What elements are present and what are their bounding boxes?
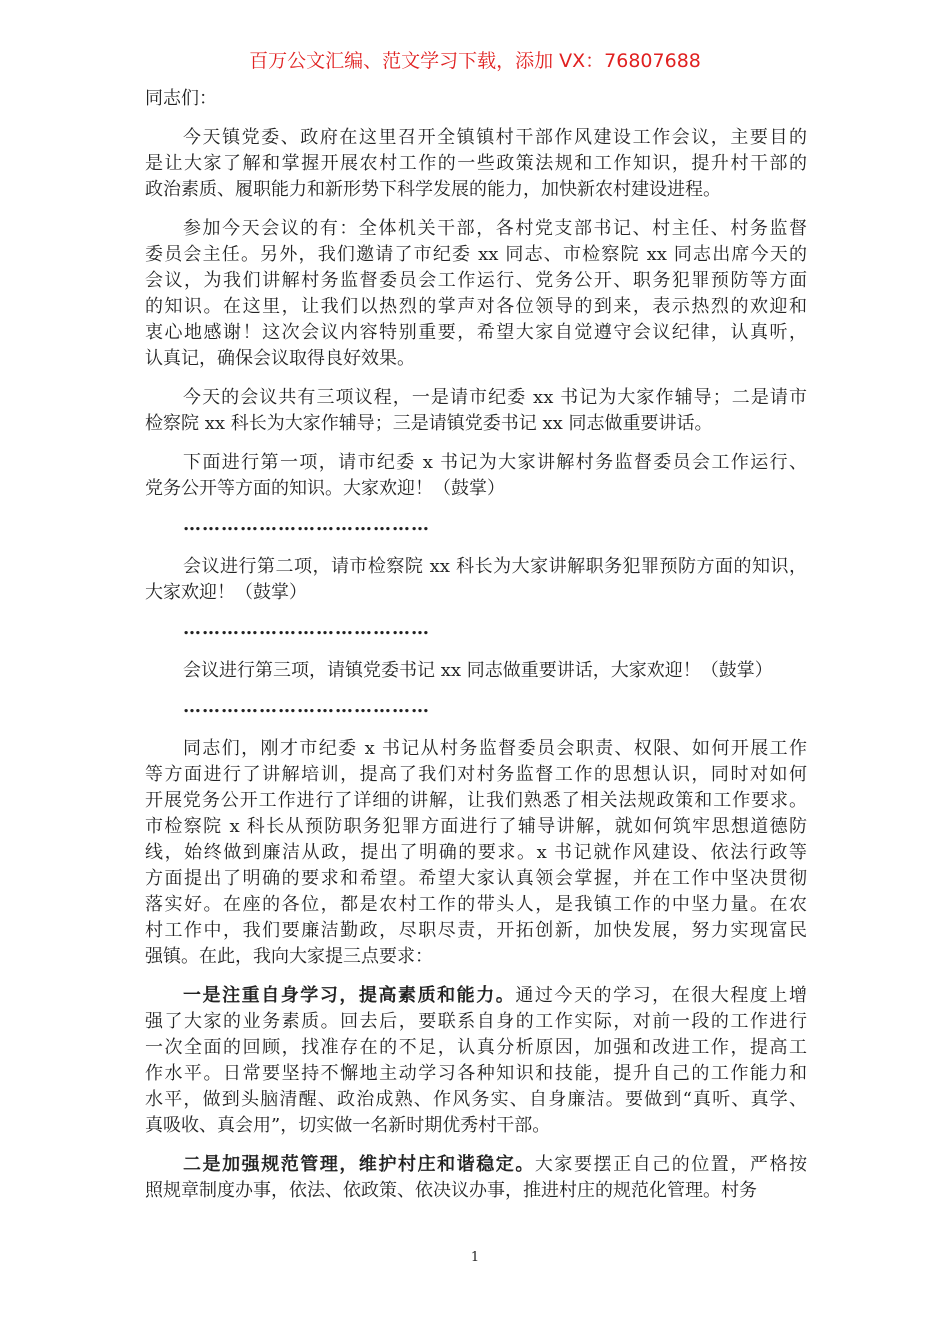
line-text: 今天的会议共有三项议程，一是请市纪委 xx 书记为大家作辅导；二是请市 [183,387,807,408]
line-text: 开展党务公开工作进行了详细的讲解，让我们熟悉了相关法规政策和工作要求。 [145,790,807,811]
text-line [145,580,807,606]
line-text: 是让大家了解和掌握开展农村工作的一些政策法规和工作知识，提升村干部的 [145,153,807,174]
text-line [145,944,807,970]
text-line [145,866,807,892]
text-line [145,1035,807,1061]
line-text: 今天镇党委、政府在这里召开全镇镇村干部作风建设工作会议，主要目的 [183,127,807,148]
line-text: 会议进行第二项，请市检察院 xx 科长为大家讲解职务犯罪预防方面的知识， [183,556,807,577]
text-line [145,1152,807,1178]
line-text: 一次全面的回顾，找准存在的不足，认真分析原因，加强和改进工作，提高工 [145,1037,807,1058]
line-text: 市检察院 x 科长从预防职务犯罪方面进行了辅导讲解，就如何筑牢思想道德防 [145,816,807,837]
text-line [145,216,807,242]
line-text: 等方面进行了讲解培训，提高了我们对村务监督工作的思想认识，同时对如何 [145,764,807,785]
paragraph-heading: 二是加强规范管理，维护村庄和谐稳定。 [183,1154,535,1175]
line-text: 强镇。在此，我向大家提三点要求： [145,946,433,967]
text-line [145,788,807,814]
line-text: 照规章制度办事，依法、依政策、依决议办事，推进村庄的规范化管理。村务 [145,1180,757,1201]
line-text: 检察院 xx 科长为大家作辅导；三是请镇党委书记 xx 同志做重要讲话。 [145,413,713,434]
text-line [145,320,807,346]
text-line [145,294,807,320]
line-text: 认真记，确保会议取得良好效果。 [145,348,415,369]
line-text: 下面进行第一项，请市纪委 x 书记为大家讲解村务监督委员会工作运行、 [183,452,807,473]
line-text: 同志们，刚才市纪委 x 书记从村务监督委员会职责、权限、如何开展工作 [183,738,807,759]
line-text: 大家欢迎！（鼓掌） [145,582,307,603]
text-line [145,762,807,788]
text-line [145,1087,807,1113]
watermark-banner: 百万公文汇编、范文学习下载，添加 VX：76807688 [249,50,701,72]
text-line [145,411,807,437]
text-line [145,892,807,918]
line-text: 通过今天的学习，在很大程度上增 [515,985,807,1006]
paragraph [145,736,807,970]
text-line [145,918,807,944]
paragraph [145,450,807,502]
text-line [145,1113,807,1139]
line-text: 政治素质、履职能力和新形势下科学发展的能力，加快新农村建设进程。 [145,179,721,200]
document-body [145,86,807,1217]
text-line [145,268,807,294]
line-text: 线，始终做到廉洁从政，提出了明确的要求。x 书记就作风建设、依法行政等 [145,842,807,863]
line-text: 真吸收、真会用”，切实做一名新时期优秀村干部。 [145,1115,551,1136]
paragraph [145,385,807,437]
text-line [145,450,807,476]
text-line [145,736,807,762]
text-line [145,1178,807,1204]
ellipsis-separator: ………………………………… [183,514,430,535]
text-line [145,125,807,151]
text-line [145,983,807,1009]
paragraph [145,216,807,372]
line-text: 方面提出了明确的要求和希望。希望大家认真领会掌握，并在工作中坚决贯彻 [145,868,807,889]
line-text: 落实好。在座的各位，都是农村工作的带头人，是我镇工作的中坚力量。在农 [145,894,807,915]
page-number: 1 [470,1250,480,1265]
text-line [145,476,807,502]
line-text: 会议进行第三项，请镇党委书记 xx 同志做重要讲话，大家欢迎！（鼓掌） [183,660,773,681]
line-text: 作水平。日常要坚持不懈地主动学习各种知识和技能，提升自己的工作能力和 [145,1063,807,1084]
line-text: 参加今天会议的有：全体机关干部，各村党支部书记、村主任、村务监督 [183,218,807,239]
text-line [145,242,807,268]
text-line [145,385,807,411]
paragraph [145,658,807,684]
paragraph [145,554,807,606]
text-line [145,151,807,177]
line-text: 衷心地感谢！这次会议内容特别重要，希望大家自觉遵守会议纪律，认真听， [145,322,807,343]
paragraph-heading: 一是注重自身学习，提高素质和能力。 [183,985,516,1006]
text-line [145,1061,807,1087]
line-text: 会议，为我们讲解村务监督委员会工作运行、党务公开、职务犯罪预防等方面 [145,270,807,291]
paragraph [145,983,807,1139]
text-line [145,346,807,372]
line-text: 的知识。在这里，让我们以热烈的掌声对各位领导的到来，表示热烈的欢迎和 [145,296,807,317]
line-text: 村工作中，我们要廉洁勤政，尽职尽责，开拓创新，加快发展，努力实现富民 [145,920,807,941]
text-line [145,658,807,684]
greeting: 同志们： [145,88,217,109]
text-line [145,840,807,866]
text-line [145,177,807,203]
line-text: 党务公开等方面的知识。大家欢迎！（鼓掌） [145,478,505,499]
paragraph [145,125,807,203]
paragraph [145,1152,807,1204]
line-text: 强了大家的业务素质。回去后，要联系自身的工作实际，对前一段的工作进行 [145,1011,807,1032]
text-line [145,1009,807,1035]
ellipsis-separator: ………………………………… [183,618,430,639]
ellipsis-separator: ………………………………… [183,696,430,717]
line-text: 大家要摆正自己的位置，严格按 [534,1154,807,1175]
text-line [145,814,807,840]
line-text: 水平，做到头脑清醒、政治成熟、作风务实、自身廉洁。要做到“真听、真学、 [145,1089,807,1110]
line-text: 委员会主任。另外，我们邀请了市纪委 xx 同志、市检察院 xx 同志出席今天的 [145,244,807,265]
text-line [145,554,807,580]
